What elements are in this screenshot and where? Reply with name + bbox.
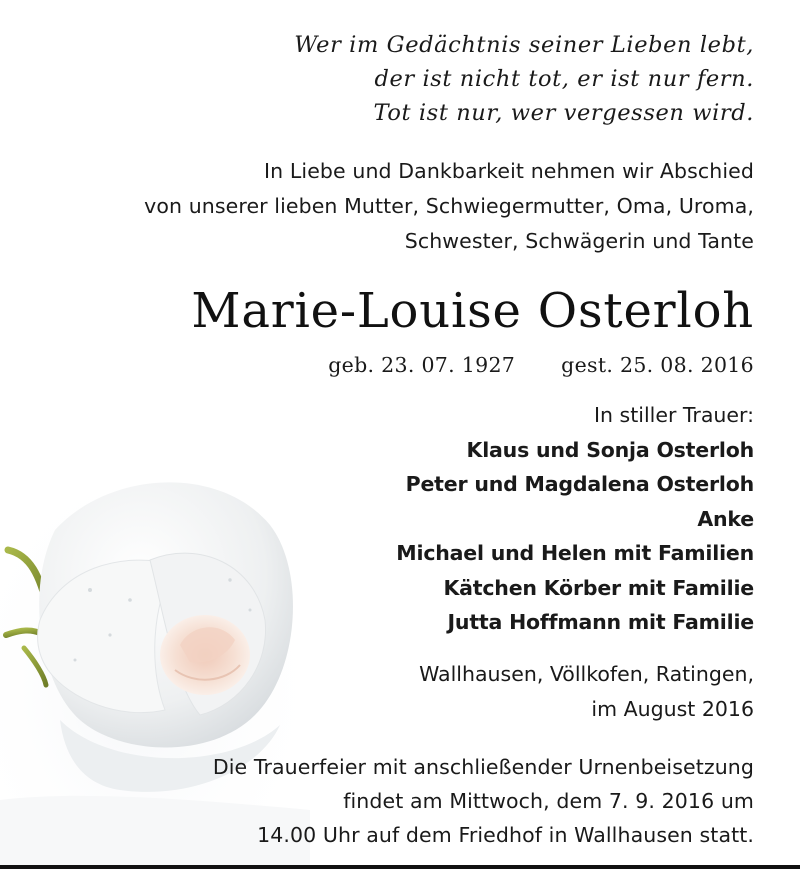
intro-line: Schwester, Schwägerin und Tante <box>404 229 754 253</box>
mourner-name: Klaus und Sonja Osterloh <box>466 437 754 462</box>
mourner-name: Peter und Magdalena Osterloh <box>405 472 754 496</box>
deceased-name: Marie-Louise Osterloh <box>191 283 754 339</box>
ceremony-line: Die Trauerfeier mit anschließender Urnenbeisetzung <box>212 755 754 779</box>
birth-date: geb. 23. 07. 1927 <box>328 353 516 377</box>
place-and-date <box>419 657 754 726</box>
mourners-heading: In stiller Trauer: <box>594 403 754 427</box>
mourners-list <box>396 398 754 640</box>
quote-line: Tot ist nur, wer vergessen wird. <box>373 100 754 126</box>
intro-text <box>144 154 754 259</box>
mourner-name: Kätchen Körber mit Familie <box>443 575 754 600</box>
death-date: gest. 25. 08. 2016 <box>561 353 754 377</box>
quote-line: der ist nicht tot, er ist nur fern. <box>374 66 754 92</box>
intro-line: von unserer lieben Mutter, Schwiegermutter, Oma, Uroma, <box>144 194 754 218</box>
place-line: Wallhausen, Völlkofen, Ratingen, <box>419 662 754 686</box>
place-line: im August 2016 <box>591 696 754 721</box>
quote-line: Wer im Gedächtnis seiner Lieben lebt, <box>294 32 754 58</box>
mourner-name: Anke <box>697 506 754 531</box>
memorial-quote <box>294 28 754 130</box>
ceremony-line: findet am Mittwoch, dem 7. 9. 2016 um <box>343 789 754 813</box>
intro-line: In Liebe und Dankbarkeit nehmen wir Abschied <box>264 159 754 183</box>
mourner-name: Michael und Helen mit Familien <box>396 541 754 565</box>
ceremony-line: 14.00 Uhr auf dem Friedhof in Wallhausen statt. <box>257 823 754 847</box>
mourner-name: Jutta Hoffmann mit Familie <box>447 610 754 634</box>
life-dates <box>328 350 754 380</box>
ceremony-info <box>213 750 754 852</box>
